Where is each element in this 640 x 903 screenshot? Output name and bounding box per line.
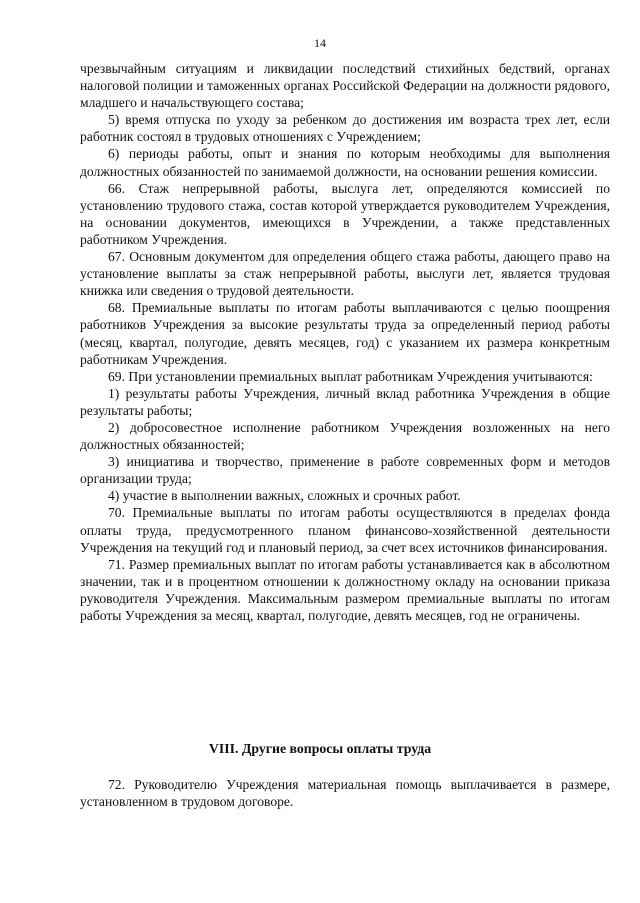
paragraph-69-item-4: 4) участие в выполнении важных, сложных и срочных работ.	[108, 488, 461, 504]
section-heading: VIII. Другие вопросы оплаты труда	[208, 741, 432, 756]
paragraph-69-item-2: 2) добросовестное исполнение работником Учреждения возложенных на него должностных обязанностей;	[80, 419, 610, 453]
paragraph-67: 67. Основным документом для определения общего стажа работы, дающего право на установление выплаты за стаж непрерывной работы, выслуги лет, является трудовая книжка или сведения о трудовой деятельности.	[80, 249, 610, 299]
paragraph-68: 68. Премиальные выплаты по итогам работы выплачиваются с целью поощрения работников Учреждения за высокие результаты труда за определенный период работы (месяц, квартал, полугодие, девять месяцев, год) с указанием их размера конкретным работникам Учреждения.	[80, 300, 610, 367]
paragraph-72: 72. Руководителю Учреждения материальная помощь выплачивается в размере, установленном в трудовом договоре.	[80, 777, 610, 810]
paragraph-continuation: чрезвычайным ситуациям и ликвидации последствий стихийных бедствий, органах налоговой полиции и таможенных органах Российской Федерации на должности рядового, младшего и начальствующего состава;	[80, 61, 610, 111]
paragraph-66: 66. Стаж непрерывной работы, выслуга лет, определяются комиссией по установлению трудового стажа, состав которой утверждается руководителем Учреждения, на основании документов, имеющихся в Учреждении, а также представленных работником Учреждения.	[80, 180, 610, 247]
page-number: 14	[314, 36, 326, 50]
paragraph-69: 69. При установлении премиальных выплат работникам Учреждения учитываются:	[108, 368, 593, 384]
paragraph-69-item-1: 1) результаты работы Учреждения, личный вклад работника Учреждения в общие результаты работы;	[80, 385, 610, 418]
paragraph-69-item-3: 3) инициатива и творчество, применение в работе современных форм и методов организации труда;	[80, 454, 610, 487]
body-text	[80, 60, 610, 624]
paragraph-70: 70. Премиальные выплаты по итогам работы осуществляются в пределах фонда оплаты труда, предусмотренного планом финансово-хозяйственной деятельности Учреждения на текущий год и плановый период, за счет всех источников финансирования.	[80, 505, 610, 555]
paragraph-item-5: 5) время отпуска по уходу за ребенком до достижения им возраста трех лет, если работник состоял в трудовых отношениях с Учреждением;	[80, 112, 610, 145]
paragraph-71: 71. Размер премиальных выплат по итогам работы устанавливается как в абсолютном значении, так и в процентном отношении к должностному окладу на основании приказа руководителя Учреждения. Максимальным размером премиальные выплаты по итогам работы Учреждения за месяц, квартал, полугодие, девять месяцев, год не ограничены.	[80, 556, 610, 623]
paragraph-item-6: 6) периоды работы, опыт и знания по которым необходимы для выполнения должностных обязанностей по занимаемой должности, на основании решения комиссии.	[80, 146, 610, 179]
closing-section	[80, 776, 610, 810]
